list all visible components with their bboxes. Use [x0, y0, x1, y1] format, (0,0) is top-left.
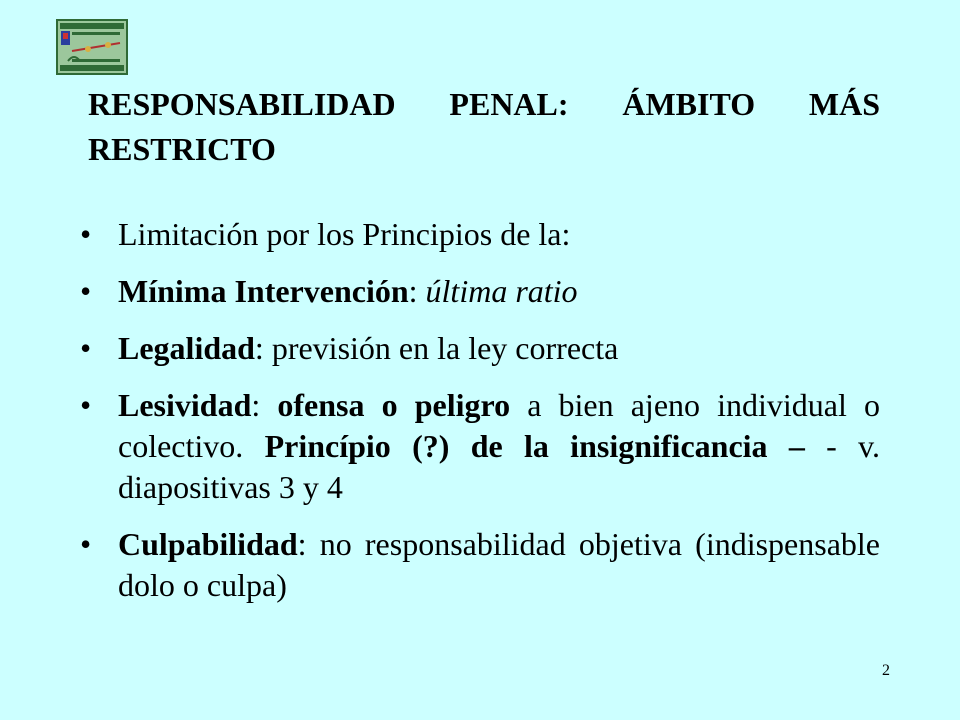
- bullet-term: Lesividad: [118, 387, 252, 423]
- bullet-description: : previsión en la ley correcta: [254, 330, 619, 366]
- slide-title-line-1: RESPONSABILIDAD PENAL: ÁMBITO MÁS: [88, 86, 880, 122]
- logo-emblem-icon: [58, 21, 126, 73]
- bullet-marker: •: [80, 526, 92, 562]
- bullet-term: Legalidad: [118, 330, 255, 366]
- bullet-item-lesividad: [80, 385, 880, 508]
- bullet-separator: :: [408, 273, 426, 309]
- slide-title: [88, 82, 880, 172]
- bullet-item-limitacion: [80, 214, 880, 255]
- bullet-marker: •: [80, 273, 92, 309]
- bullet-emphasis: ofensa o peligro: [277, 387, 511, 423]
- bullet-text: Limitación por los Principios de la:: [118, 216, 571, 252]
- bullet-emphasis: Princípio (?) de la insignificancia –: [264, 428, 805, 464]
- bullet-description: última ratio: [425, 273, 578, 309]
- bullet-description: a bien ajeno individual o colectivo.: [118, 387, 881, 464]
- bullet-description: : no responsabilidad objetiva (indispensable dolo o culpa): [118, 526, 880, 603]
- slide-title-line-2: RESTRICTO: [88, 131, 276, 167]
- bullet-item-culpabilidad: [80, 524, 880, 606]
- page-number: 2: [882, 662, 890, 679]
- bullet-term: Culpabilidad: [118, 526, 298, 562]
- bullet-marker: •: [80, 387, 92, 423]
- bullet-item-legalidad: [80, 328, 880, 369]
- bullet-marker: •: [80, 216, 92, 252]
- bullet-reference: - v. diapositivas 3 y 4: [118, 428, 881, 505]
- bullet-list: [80, 214, 880, 622]
- bullet-marker: •: [80, 330, 92, 366]
- bullet-term: Mínima Intervención: [118, 273, 409, 309]
- bullet-item-minima-intervencion: [80, 271, 880, 312]
- institute-logo: [56, 19, 128, 75]
- bullet-separator: :: [251, 387, 278, 423]
